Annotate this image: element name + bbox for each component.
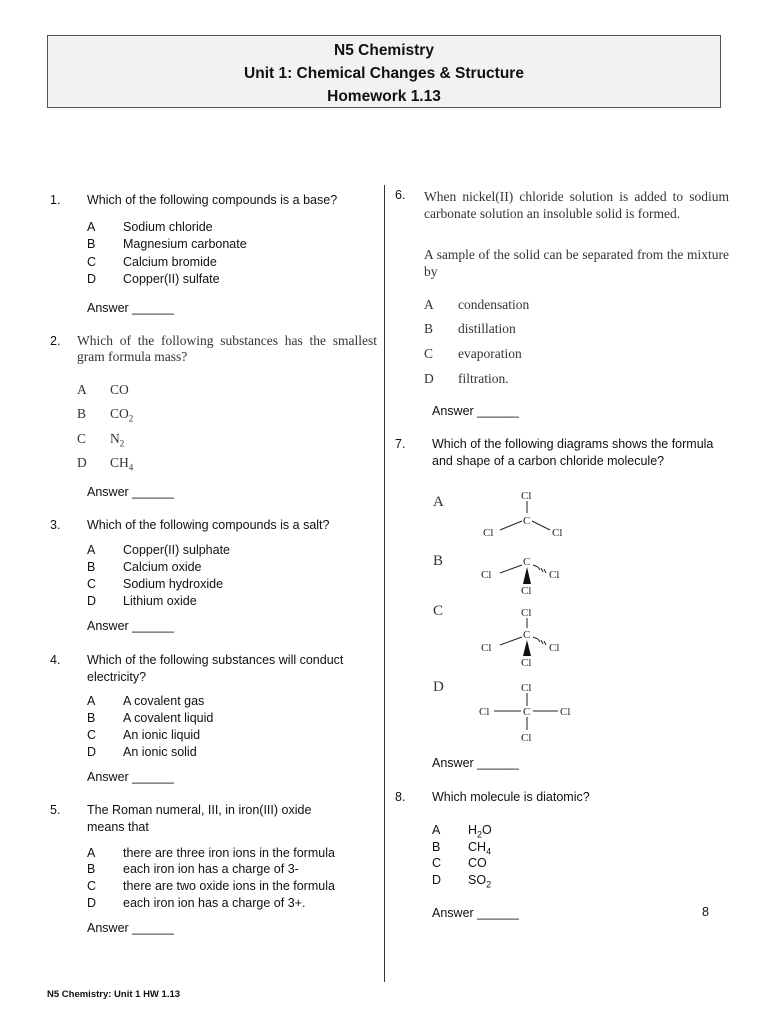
question-text: Which of the following diagrams shows the formula and shape of a carbon chloride molecule?: [432, 437, 714, 468]
svg-text:C: C: [523, 515, 531, 527]
question-number: 7.: [395, 437, 406, 451]
svg-text:Cl: Cl: [521, 682, 532, 694]
question-number: 4.: [50, 653, 61, 667]
answer-line[interactable]: Answer ______: [87, 301, 174, 315]
page-number: 8: [702, 905, 709, 919]
answer-line[interactable]: Answer ______: [87, 485, 174, 499]
svg-text:C: C: [523, 556, 531, 568]
svg-text:Cl: Cl: [521, 607, 532, 619]
option-b: B Magnesium carbonate: [87, 237, 247, 251]
molecule-diagram-c: [470, 604, 590, 668]
option-a: A Sodium chloride: [87, 220, 213, 234]
header-subject: N5 Chemistry: [334, 42, 434, 59]
option-d: D filtration.: [424, 371, 509, 386]
molecule-diagram-a: [470, 488, 580, 540]
diagram-letter-c: C: [433, 603, 444, 619]
option-b: B A covalent liquid: [87, 711, 214, 725]
header-homework: Homework 1.13: [327, 88, 441, 105]
answer-line[interactable]: Answer ______: [432, 906, 519, 920]
svg-text:Cl: Cl: [552, 527, 563, 539]
option-d: D An ionic solid: [87, 745, 197, 759]
question-number: 8.: [395, 790, 406, 804]
column-divider: [384, 185, 385, 982]
option-c: C Calcium bromide: [87, 255, 217, 269]
option-b: B each iron ion has a charge of 3-: [87, 862, 299, 876]
question-text: Which of the following substances will conduct electricity?: [87, 653, 344, 684]
svg-text:Cl: Cl: [481, 642, 492, 654]
option-c: C An ionic liquid: [87, 728, 201, 742]
option-d: D $CH_4$: [77, 455, 134, 473]
question-number: 3.: [50, 518, 61, 532]
option-b: B Calcium oxide: [87, 560, 202, 574]
answer-line[interactable]: Answer ______: [87, 770, 174, 784]
question-number: 2.: [50, 334, 61, 348]
svg-text:Cl: Cl: [521, 585, 532, 597]
option-a: A CO: [77, 382, 129, 397]
option-a: A condensation: [424, 297, 530, 312]
option-d: D Copper(II) sulfate: [87, 272, 220, 286]
question-text: The Roman numeral, III, in iron(III) oxide means that: [87, 803, 312, 834]
answer-line[interactable]: Answer ______: [87, 921, 174, 935]
svg-text:Cl: Cl: [549, 642, 560, 654]
page-header: [47, 35, 721, 108]
option-c: C $N_2$: [77, 431, 125, 449]
svg-text:Cl: Cl: [483, 527, 494, 539]
svg-text:Cl: Cl: [521, 732, 532, 744]
svg-text:C: C: [523, 706, 531, 718]
option-d: D each iron ion has a charge of 3+.: [87, 896, 306, 910]
answer-line[interactable]: Answer ______: [432, 404, 519, 418]
svg-text:Cl: Cl: [521, 657, 532, 668]
option-b: B $CO_2$: [77, 406, 134, 424]
option-b: B $CH_4$: [432, 840, 492, 857]
svg-text:Cl: Cl: [549, 569, 560, 581]
option-c: C there are two oxide ions in the formula: [87, 879, 335, 893]
svg-text:Cl: Cl: [521, 490, 532, 502]
molecule-diagram-b: [470, 553, 590, 598]
question-text: When nickel(II) chloride solution is added to sodium carbonate solution an insoluble solid is formed.: [424, 189, 729, 221]
answer-line[interactable]: Answer ______: [87, 619, 174, 633]
diagram-letter-a: A: [433, 494, 444, 510]
footer: N5 Chemistry: Unit 1 HW 1.13: [47, 989, 181, 1000]
question-number: 1.: [50, 193, 61, 207]
option-d: D Lithium oxide: [87, 594, 197, 608]
question-text-2: A sample of the solid can be separated from the mixture by: [424, 247, 729, 279]
option-c: C evaporation: [424, 346, 522, 361]
svg-text:Cl: Cl: [481, 569, 492, 581]
question-number: 6.: [395, 188, 406, 202]
option-b: B distillation: [424, 321, 516, 336]
svg-text:Cl: Cl: [479, 706, 490, 718]
question-text: Which of the following compounds is a base?: [87, 193, 338, 207]
svg-text:Cl: Cl: [560, 706, 571, 718]
header-unit: Unit 1: Chemical Changes & Structure: [244, 65, 524, 82]
molecule-diagram-d: [470, 680, 590, 744]
question-number: 5.: [50, 803, 61, 817]
q7-answer-line[interactable]: Answer ______: [432, 756, 519, 770]
option-a: A Copper(II) sulphate: [87, 543, 231, 557]
question-text: Which molecule is diatomic?: [432, 790, 590, 804]
question-text: Which of the following substances has the smallest gram formula mass?: [77, 333, 377, 364]
option-d: D $SO_2$: [432, 873, 492, 890]
svg-text:C: C: [523, 629, 531, 641]
option-a: A A covalent gas: [87, 694, 205, 708]
question-text: Which of the following compounds is a salt?: [87, 518, 330, 532]
diagram-letter-d: D: [433, 679, 444, 695]
option-a: A there are three iron ions in the formula: [87, 846, 335, 860]
option-c: C CO: [432, 856, 487, 870]
option-c: C Sodium hydroxide: [87, 577, 224, 591]
diagram-letter-b: B: [433, 553, 444, 569]
option-a: A $H_2O$: [432, 823, 492, 840]
